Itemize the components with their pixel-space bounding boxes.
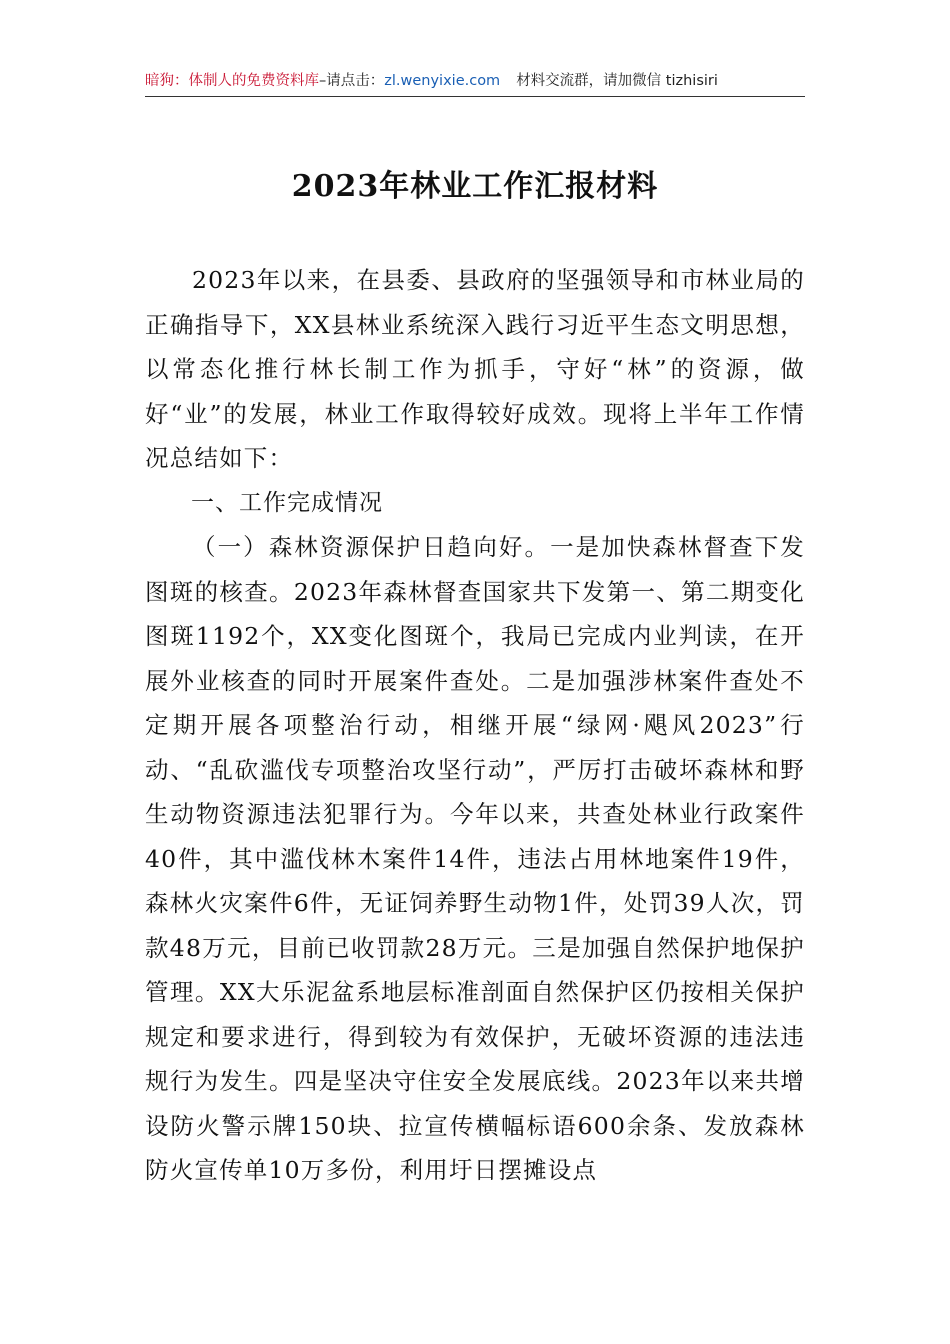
header-brand: 暗狗：体制人的免费资料库 <box>145 73 319 89</box>
document-title: 2023年林业工作汇报材料 <box>291 169 659 204</box>
document-body <box>145 258 805 1193</box>
page-header <box>145 66 805 97</box>
header-contact: 材料交流群，请加微信 tizhisiri <box>516 73 718 89</box>
section-heading: 一、工作完成情况 <box>191 489 383 516</box>
header-prompt: –请点击： <box>319 73 385 89</box>
section-paragraph: （一）森林资源保护日趋向好。一是加快森林督查下发图斑的核查。2023年森林督查国家共下发第一、第二期变化图斑1192个，XX变化图斑个，我局已完成内业判读，在开展外业核查的同时开展案件查处。二是加强涉林案件查处不定期开展各项整治行动，相继开展“绿网·飓风2023”行动、“乱砍滥伐专项整治攻坚行动”，严厉打击破坏森林和野生动物资源违法犯罪行为。今年以来，共查处林业行政案件40件，其中滥伐林木案件14件，违法占用林地案件19件，森林火灾案件6件，无证饲养野生动物1件，处罚39人次，罚款48万元，目前已收罚款28万元。三是加强自然保护地保护管理。XX大乐泥盆系地层标准剖面自然保护区仍按相关保护规定和要求进行，得到较为有效保护，无破坏资源的违法违规行为发生。四是坚决守住安全发展底线。2023年以来共增设防火警示牌150块、拉宣传横幅标语600余条、发放森林防火宣传单10万多份，利用圩日摆摊设点 <box>145 533 805 1184</box>
header-url-link[interactable]: zl.wenyixie.com <box>384 73 501 89</box>
intro-paragraph: 2023年以来，在县委、县政府的坚强领导和市林业局的正确指导下，XX县林业系统深入践行习近平生态文明思想，以常态化推行林长制工作为抓手，守好“林”的资源，做好“业”的发展，林业工作取得较好成效。现将上半年工作情况总结如下： <box>145 266 805 472</box>
